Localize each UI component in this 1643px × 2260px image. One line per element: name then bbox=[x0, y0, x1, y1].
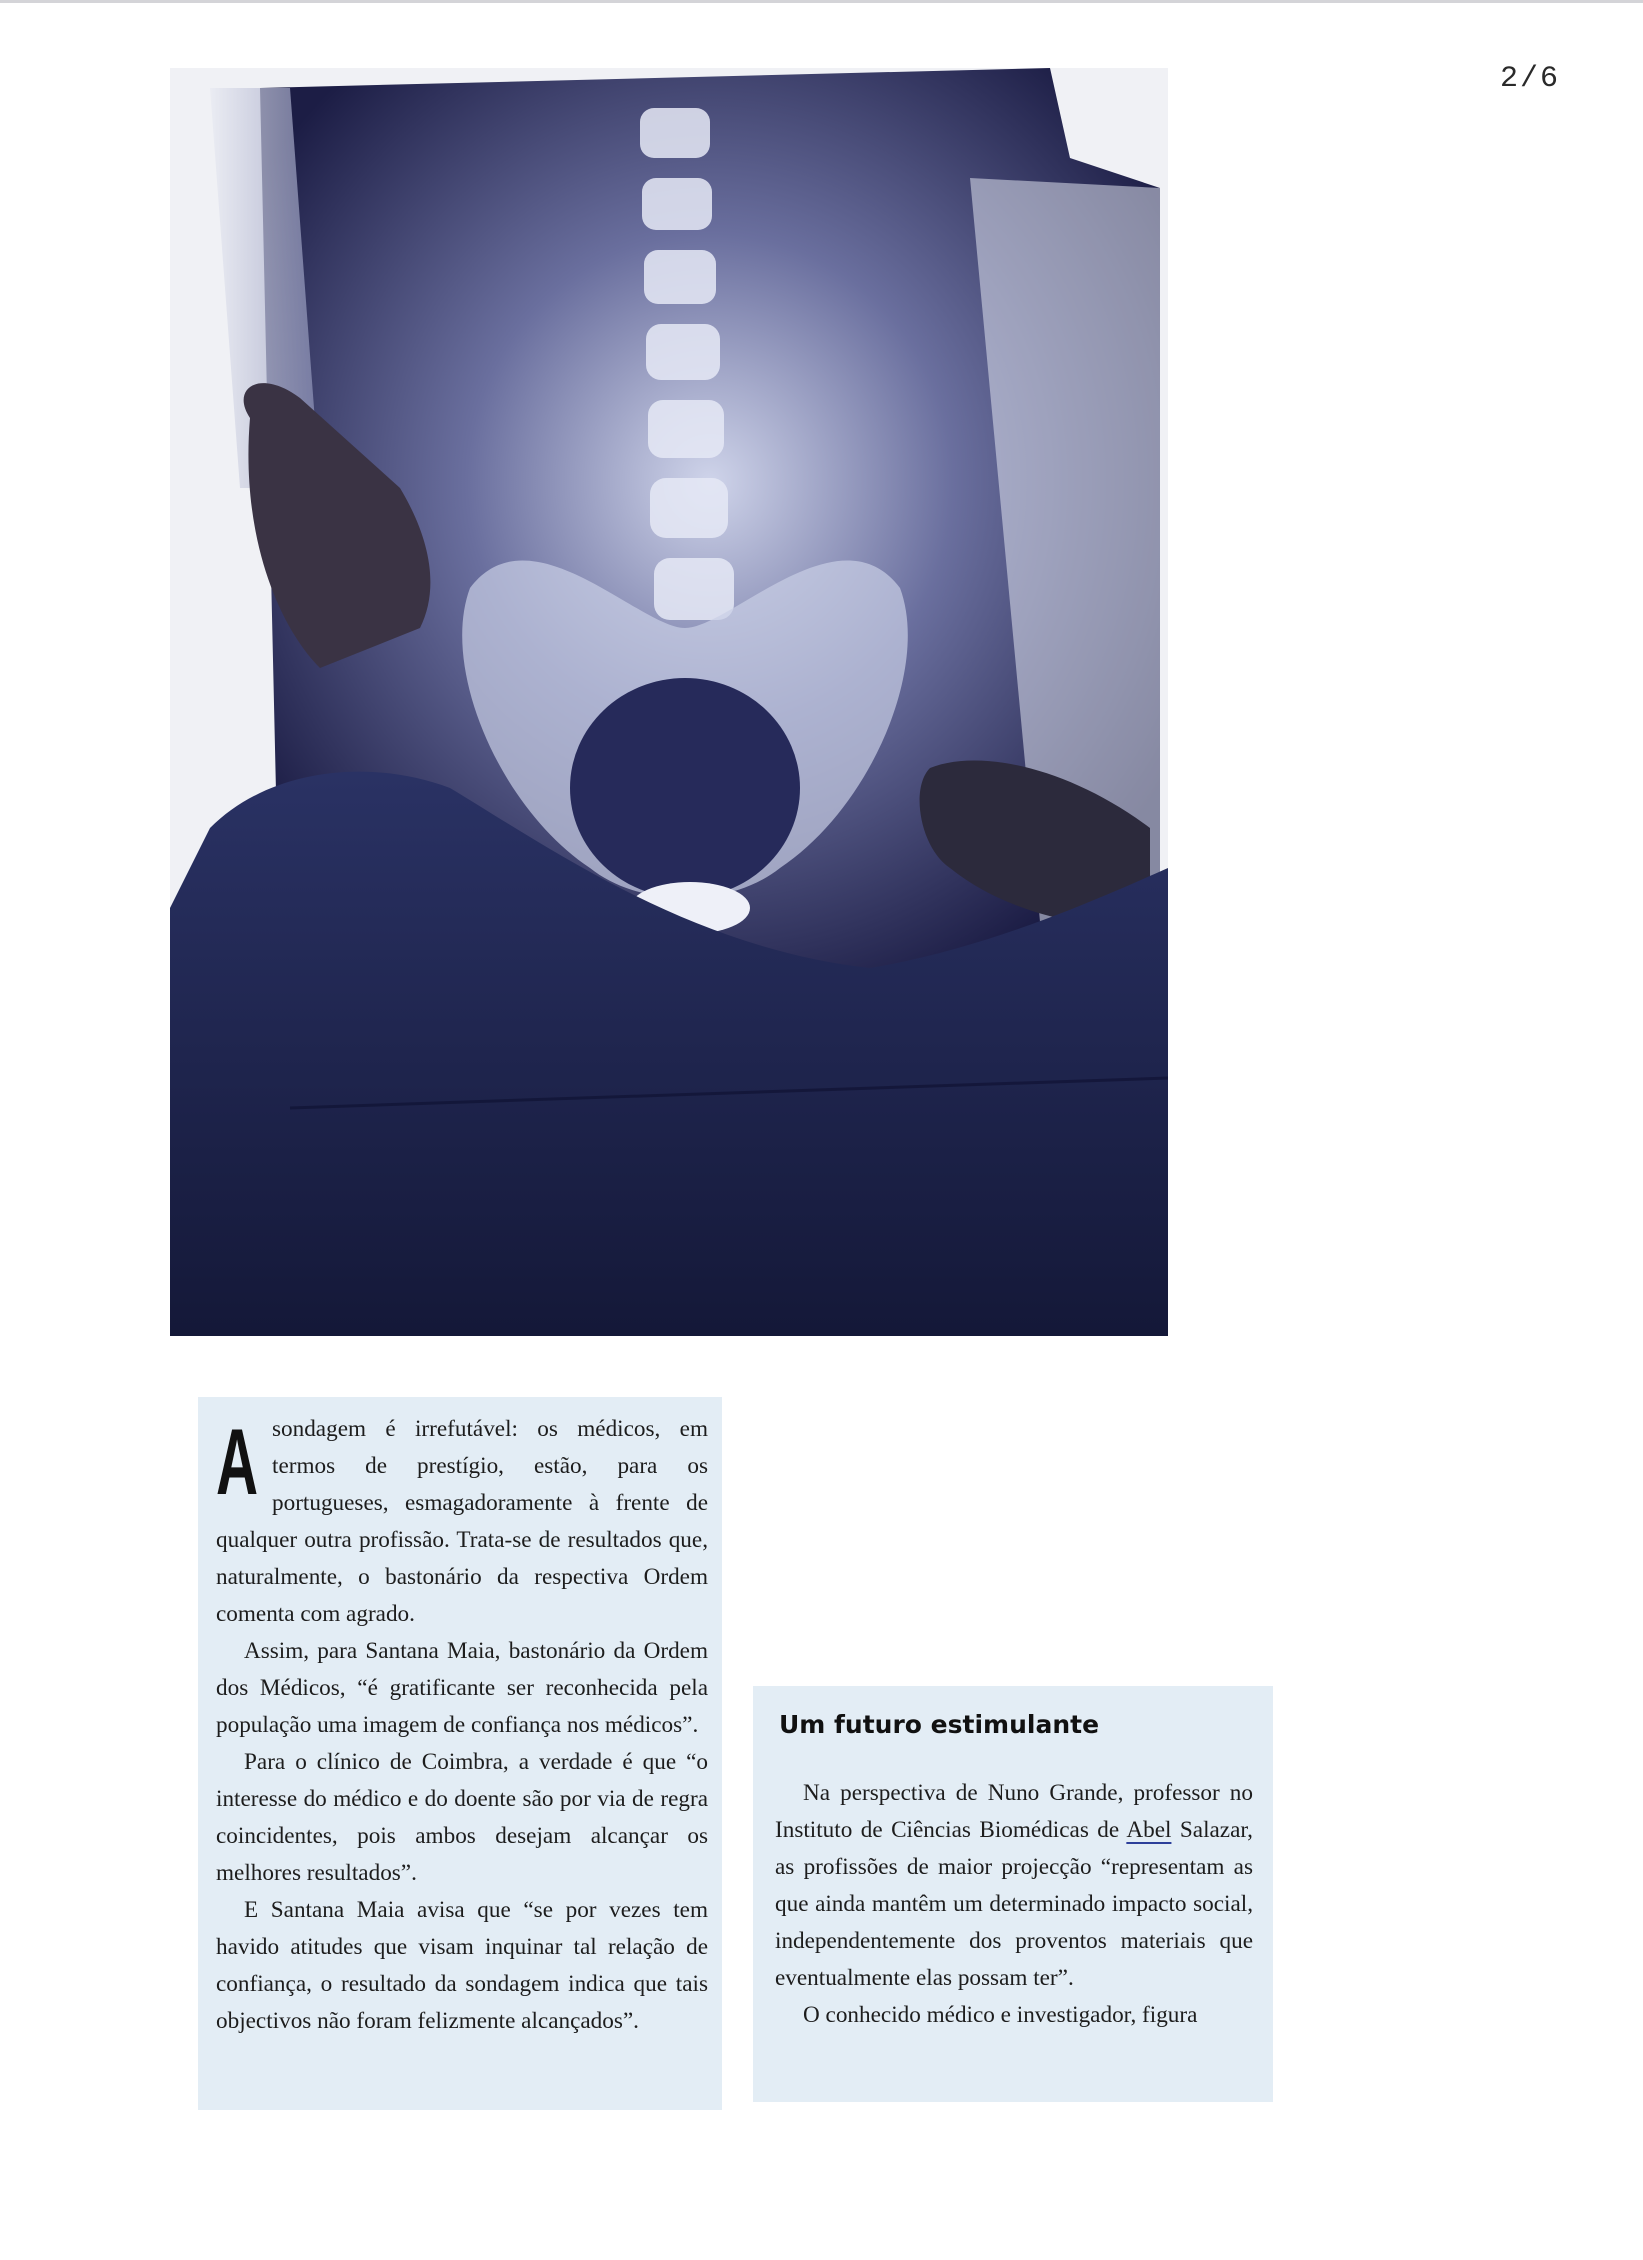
article-paragraph: Para o clínico de Coimbra, a verdade é que “o interesse do médico e do doente são por via de regra coincidentes, pois ambos desejam alcançar os melhores resultados”. bbox=[216, 1749, 708, 1886]
page-top-edge bbox=[0, 0, 1643, 3]
sidebar-box bbox=[753, 1686, 1273, 2102]
underlined-word: Abel bbox=[1126, 1817, 1172, 1843]
article-paragraph: E Santana Maia avisa que “se por vezes tem havido atitudes que visam inquinar tal relação de confiança, o resultado da sondagem indica que tais objectivos não foram felizmente alcançados”. bbox=[216, 1897, 708, 2034]
xray-photo bbox=[170, 68, 1168, 1336]
sidebar-paragraph bbox=[775, 1775, 1253, 1997]
drop-cap: A bbox=[216, 1409, 259, 1514]
sidebar-title: Um futuro estimulante bbox=[779, 1710, 1100, 1739]
article-column bbox=[198, 1397, 722, 2110]
article-paragraph: Assim, para Santana Maia, bastonário da Ordem dos Médicos, “é gratificante ser reconhecida pela população uma imagem de confiança nos médicos”. bbox=[216, 1638, 708, 1738]
page-number: 2/6 bbox=[1500, 62, 1561, 96]
sidebar-paragraph: O conhecido médico e investigador, figura bbox=[803, 2002, 1198, 2028]
sidebar-text: Na perspectiva de Nuno Grande, professor no Instituto de Ciências Biomédicas de bbox=[775, 1780, 1253, 1843]
article-paragraph: sondagem é irrefutável: os médicos, em termos de prestígio, estão, para os portugueses, esmagadoramente à frente de qualquer outra profissão. Trata-se de resultados que, naturalmente, o bastonário da respectiva Ordem comenta com agrado. bbox=[216, 1416, 708, 1627]
sidebar-text: Salazar, as profissões de maior projecção “representam as que ainda mantêm um determinado impacto social, independentemente dos proventos materiais que eventualmente elas possam ter”. bbox=[775, 1817, 1253, 1991]
